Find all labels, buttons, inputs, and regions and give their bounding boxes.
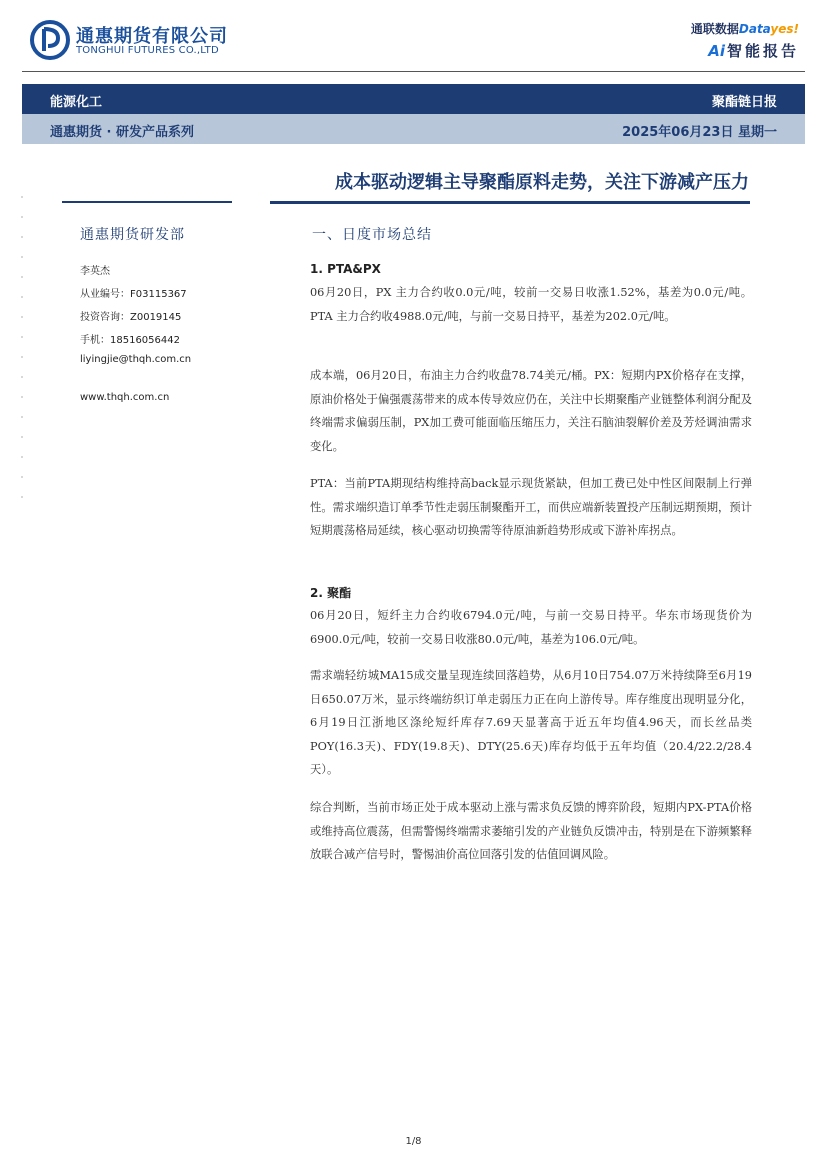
sector-label: 能源化工 (50, 95, 103, 110)
paragraph-cost-side: 成本端，06月20日，布油主力合约收盘78.74美元/桶。PX：短期内PX价格存在支撑，原油价格处于偏强震荡带来的成本传导效应仍在，关注中长期聚酯产业链整体利润分配及终端需求偏弱压制，PX加工费可能面临压缩压力，关注石脑油裂解价差及芳烃调油需求变化。 (310, 369, 752, 453)
paragraph-conclusion: 综合判断，当前市场正处于成本驱动上涨与需求负反馈的博弈阶段，短期内PX-PTA价格或维持高位震荡，但需警惕终端需求萎缩引发的产业链负反馈冲击，特别是在下游频繁释放联合减产信号时，警惕油价高位回落引发的估值回调风险。 (310, 801, 752, 861)
brand-data: Data (738, 22, 771, 36)
headline-underline (270, 201, 750, 204)
brand-prefix: 通联数据 (690, 22, 739, 36)
consult-number: 投资咨询：Z0019145 (80, 312, 182, 323)
brand-yes: yes! (770, 22, 799, 36)
paragraph-staple-fiber: 06月20日，短纤主力合约收6794.0元/吨，与前一交易日持平。华东市场现货价为6900.0元/吨，较前一交易日收涨80.0元/吨，基差为106.0元/吨。 (310, 609, 752, 646)
paragraph-pta-px-prices: 06月20日，PX 主力合约收0.0元/吨，较前一交易日收涨1.52%，基差为0.0元/吨。PTA 主力合约收4988.0元/吨，与前一交易日持平，基差为202.0元/吨。 (310, 286, 752, 323)
report-date: 2025年06月23日 星期一 (622, 125, 777, 140)
paragraph-demand-inventory: 需求端轻纺城MA15成交量呈现连续回落趋势，从6月10日754.07万米持续降至6月19日650.07万米，显示终端纺织订单走弱压力正在向上游传导。库存维度出现明显分化，6月19日江浙地区涤纶短纤库存7.69天显著高于近五年均值4.96天，而长丝品类POY(16.3天)、FDY(19.8天)、DTY(25.6天)库存均低于五年均值（20.4/22.2/28.4天）。 (310, 669, 752, 776)
series-label: 通惠期货 · 研发产品系列 (50, 125, 194, 140)
company-name-cn: 通惠期货有限公司 (76, 26, 228, 47)
ai-report-brand (708, 40, 799, 61)
report-type-label: 聚酯链日报 (711, 95, 777, 110)
page-number: 1/8 (405, 1136, 422, 1147)
license-number: 从业编号：F03115367 (80, 289, 187, 300)
website-link[interactable]: www.thqh.com.cn (80, 392, 170, 403)
company-logo-icon (30, 20, 70, 60)
paragraph-pta-outlook: PTA：当前PTA期现结构维持高back显示现货紧缺，但加工费已处中性区间限制上行弹性。需求端织造订单季节性走弱压制聚酯开工，而供应端新装置投产压制远期预期，预计短期震荡格局延续，核心驱动切换需等待原油新趋势形成或下游补库拐点。 (310, 477, 752, 537)
email-link[interactable]: liyingjie@thqh.com.cn (80, 354, 192, 365)
sidebar-divider (62, 201, 232, 203)
research-dept: 通惠期货研发部 (80, 227, 185, 243)
section-title-daily-summary: 一、日度市场总结 (312, 227, 432, 243)
ai-logo-icon: Ai (708, 42, 725, 60)
analyst-name: 李英杰 (80, 266, 110, 277)
sector-band (22, 84, 805, 114)
subsection-polyester: 2. 聚酯 (310, 586, 352, 600)
datayes-brand (691, 20, 799, 37)
company-name-en: TONGHUI FUTURES CO.,LTD (76, 45, 219, 56)
ai-report-label: 智能报告 (726, 42, 799, 60)
header-divider (22, 71, 805, 72)
subsection-pta-px: 1. PTA&PX (310, 262, 381, 276)
margin-dots (20, 195, 24, 515)
phone-number: 手机：18516056442 (80, 335, 180, 346)
report-headline: 成本驱动逻辑主导聚酯原料走势，关注下游减产压力 (335, 172, 749, 193)
